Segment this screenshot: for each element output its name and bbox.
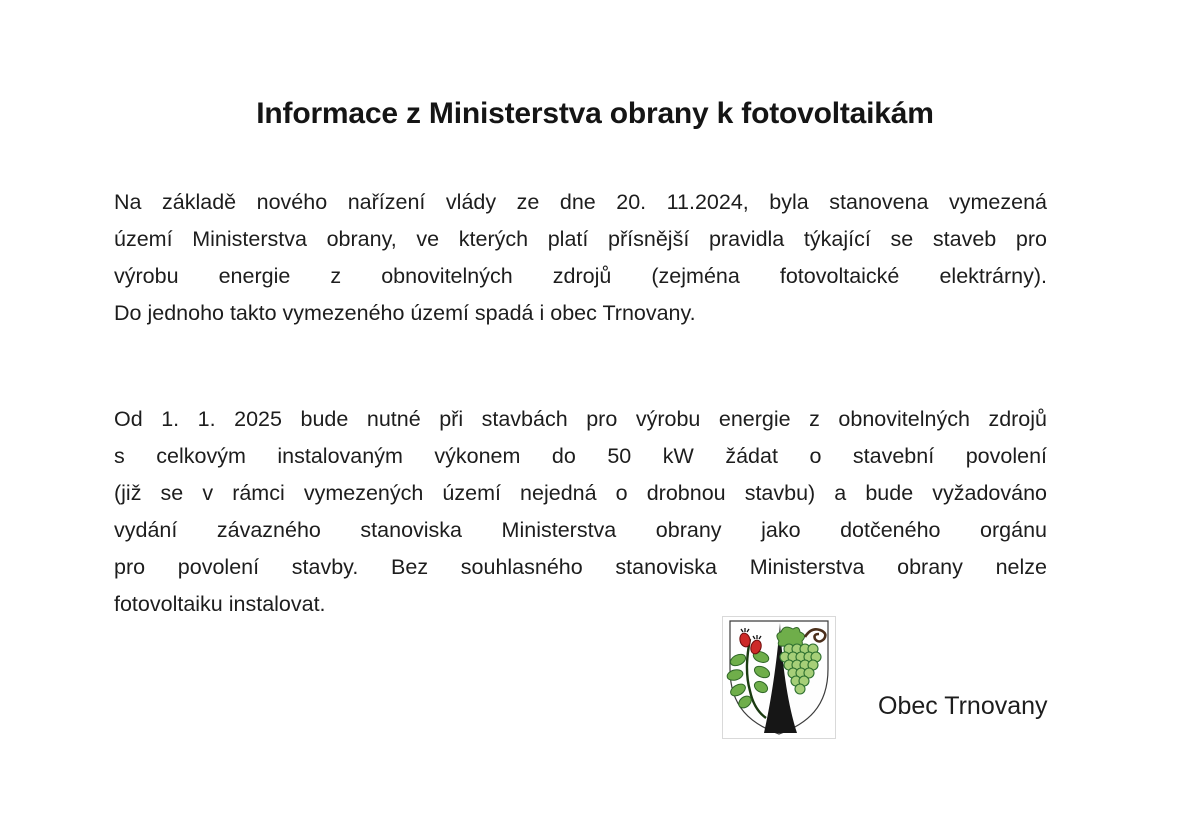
coat-of-arms-image [722,616,836,739]
paragraph-1-line: Na základě nového nařízení vlády ze dne 20. 11.2024, byla stanovena vymezená [114,190,1047,214]
paragraph-1 [114,184,1047,332]
paragraph-2-line: vydání závazného stanoviska Ministerstva obrany jako dotčeného orgánu [114,518,1047,542]
paragraph-2-line: pro povolení stavby. Bez souhlasného stanoviska Ministerstva obrany nelze [114,555,1047,579]
paragraph-1-line: území Ministerstva obrany, ve kterých platí přísnější pravidla týkající se staveb pro [114,227,1047,251]
paragraph-2-line: s celkovým instalovaným výkonem do 50 kW žádat o stavební povolení [114,444,1047,468]
paragraph-2-line: (již se v rámci vymezených území nejedná o drobnou stavbu) a bude vyžadováno [114,481,1047,505]
paragraph-2 [114,401,1047,623]
paragraph-1-line: Do jednoho takto vymezeného území spadá i obec Trnovany. [114,301,696,325]
paragraph-1-line: výrobu energie z obnovitelných zdrojů (zejména fotovoltaické elektrárny). [114,264,1047,288]
page-title: Informace z Ministerstva obrany k fotovoltaikám [256,97,934,131]
paragraph-2-line: fotovoltaiku instalovat. [114,592,326,616]
paragraph-2-line: Od 1. 1. 2025 bude nutné při stavbách pro výrobu energie z obnovitelných zdrojů [114,407,1047,431]
coat-of-arms-icon [723,617,835,738]
org-name-text: Obec Trnovany [878,692,1048,720]
